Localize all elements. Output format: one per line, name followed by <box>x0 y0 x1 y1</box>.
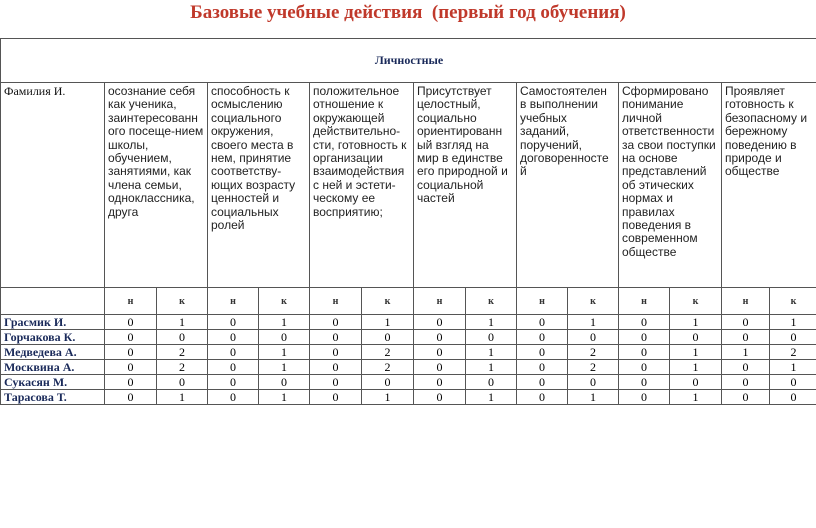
score-cell: 1 <box>722 345 770 360</box>
score-cell: 0 <box>722 390 770 405</box>
empty-cell <box>1 288 105 315</box>
score-cell: 0 <box>517 315 568 330</box>
student-name: Тарасова Т. <box>1 390 105 405</box>
score-cell: 0 <box>414 315 466 330</box>
score-cell: 0 <box>466 330 517 345</box>
score-cell: 1 <box>466 315 517 330</box>
table-row <box>1 390 816 405</box>
score-cell: 0 <box>619 345 670 360</box>
score-cell: 0 <box>414 330 466 345</box>
score-cell: 0 <box>568 330 619 345</box>
end-label: к <box>670 288 722 315</box>
score-cell: 1 <box>157 315 208 330</box>
score-cell: 0 <box>310 315 362 330</box>
score-cell: 0 <box>722 315 770 330</box>
score-cell: 0 <box>208 345 259 360</box>
criterion-header: осознание себя как ученика, заинтересованн ого посеще-нием школы, обучением, занятиями, как члена семьи, одноклассника, друга <box>105 83 208 288</box>
score-cell: 0 <box>310 375 362 390</box>
score-cell: 0 <box>670 375 722 390</box>
score-cell: 1 <box>670 390 722 405</box>
score-cell: 1 <box>770 315 816 330</box>
start-end-row <box>1 288 816 315</box>
score-cell: 0 <box>619 390 670 405</box>
score-cell: 0 <box>310 330 362 345</box>
score-cell: 1 <box>259 315 310 330</box>
score-cell: 0 <box>208 330 259 345</box>
score-cell: 1 <box>259 360 310 375</box>
student-name: Грасмик И. <box>1 315 105 330</box>
score-cell: 0 <box>517 390 568 405</box>
score-cell: 0 <box>619 360 670 375</box>
table-row <box>1 360 816 375</box>
criteria-row <box>1 83 816 288</box>
score-cell: 0 <box>208 360 259 375</box>
student-name: Москвина А. <box>1 360 105 375</box>
score-cell: 1 <box>670 315 722 330</box>
score-cell: 0 <box>208 315 259 330</box>
criterion-header: Присутствует целостный, социально ориентированн ый взгляд на мир в единстве его природной и социальной частей <box>414 83 517 288</box>
score-cell: 2 <box>157 345 208 360</box>
end-label: к <box>568 288 619 315</box>
start-label: н <box>414 288 466 315</box>
start-label: н <box>722 288 770 315</box>
student-name: Медведева А. <box>1 345 105 360</box>
surname-header: Фамилия И. <box>1 83 105 288</box>
score-cell: 1 <box>466 390 517 405</box>
score-cell: 1 <box>157 390 208 405</box>
start-label: н <box>105 288 157 315</box>
criterion-header: Проявляет готовность к безопасному и бережному поведению в природе и обществе <box>722 83 816 288</box>
score-cell: 0 <box>619 315 670 330</box>
criterion-header: способность к осмыслению социального окружения, своего места в нем, принятие соответству-ющих возрасту ценностей и социальных ролей <box>208 83 310 288</box>
criterion-header: положительное отношение к окружающей действительно-сти, готовность к организации взаимодействия с ней и эстети-ческому ее восприятию; <box>310 83 414 288</box>
table-row <box>1 345 816 360</box>
start-label: н <box>310 288 362 315</box>
score-cell: 0 <box>105 315 157 330</box>
student-name: Горчакова К. <box>1 330 105 345</box>
score-cell: 2 <box>362 360 414 375</box>
score-cell: 1 <box>568 315 619 330</box>
score-cell: 0 <box>105 330 157 345</box>
score-cell: 1 <box>466 360 517 375</box>
assessment-table <box>0 38 816 405</box>
score-cell: 2 <box>568 360 619 375</box>
score-cell: 2 <box>362 345 414 360</box>
score-cell: 1 <box>568 390 619 405</box>
score-cell: 0 <box>414 360 466 375</box>
score-cell: 0 <box>310 360 362 375</box>
score-cell: 0 <box>722 360 770 375</box>
score-cell: 0 <box>105 360 157 375</box>
score-cell: 2 <box>157 360 208 375</box>
group-label: Личностные <box>1 39 816 83</box>
score-cell: 0 <box>466 375 517 390</box>
score-cell: 0 <box>208 375 259 390</box>
score-cell: 0 <box>105 390 157 405</box>
end-label: к <box>770 288 816 315</box>
score-cell: 0 <box>259 330 310 345</box>
score-cell: 0 <box>517 360 568 375</box>
score-cell: 1 <box>770 360 816 375</box>
score-cell: 0 <box>414 345 466 360</box>
score-cell: 0 <box>670 330 722 345</box>
score-cell: 0 <box>310 345 362 360</box>
score-cell: 0 <box>619 375 670 390</box>
score-cell: 0 <box>770 390 816 405</box>
score-cell: 0 <box>722 330 770 345</box>
score-cell: 0 <box>414 390 466 405</box>
score-cell: 0 <box>517 345 568 360</box>
score-cell: 1 <box>259 345 310 360</box>
score-cell: 1 <box>362 390 414 405</box>
end-label: к <box>466 288 517 315</box>
end-label: к <box>259 288 310 315</box>
table-row <box>1 330 816 345</box>
criterion-header: Сформировано понимание личной ответственности за свои поступки на основе представлений об этических нормах и правилах поведения в современном обществе <box>619 83 722 288</box>
score-cell: 0 <box>517 375 568 390</box>
score-cell: 0 <box>770 330 816 345</box>
score-cell: 1 <box>670 360 722 375</box>
score-cell: 0 <box>517 330 568 345</box>
score-cell: 1 <box>362 315 414 330</box>
score-cell: 0 <box>105 345 157 360</box>
score-cell: 0 <box>722 375 770 390</box>
student-name: Сукасян М. <box>1 375 105 390</box>
score-cell: 0 <box>362 375 414 390</box>
group-header-row <box>1 39 816 83</box>
score-cell: 0 <box>310 390 362 405</box>
end-label: к <box>157 288 208 315</box>
score-cell: 1 <box>670 345 722 360</box>
page-title: Базовые учебные действия (первый год обучения) <box>190 2 626 23</box>
score-cell: 0 <box>157 375 208 390</box>
score-cell: 0 <box>568 375 619 390</box>
score-cell: 0 <box>619 330 670 345</box>
score-cell: 0 <box>414 375 466 390</box>
score-cell: 0 <box>208 390 259 405</box>
score-cell: 1 <box>466 345 517 360</box>
start-label: н <box>619 288 670 315</box>
score-cell: 2 <box>770 345 816 360</box>
score-cell: 0 <box>157 330 208 345</box>
score-cell: 0 <box>770 375 816 390</box>
score-cell: 0 <box>362 330 414 345</box>
score-cell: 2 <box>568 345 619 360</box>
table-row <box>1 315 816 330</box>
criterion-header: Самостоятелен в выполнении учебных заданий, поручений, договоренносте й <box>517 83 619 288</box>
score-cell: 1 <box>259 390 310 405</box>
start-label: н <box>208 288 259 315</box>
table-row <box>1 375 816 390</box>
end-label: к <box>362 288 414 315</box>
start-label: н <box>517 288 568 315</box>
score-cell: 0 <box>259 375 310 390</box>
score-cell: 0 <box>105 375 157 390</box>
